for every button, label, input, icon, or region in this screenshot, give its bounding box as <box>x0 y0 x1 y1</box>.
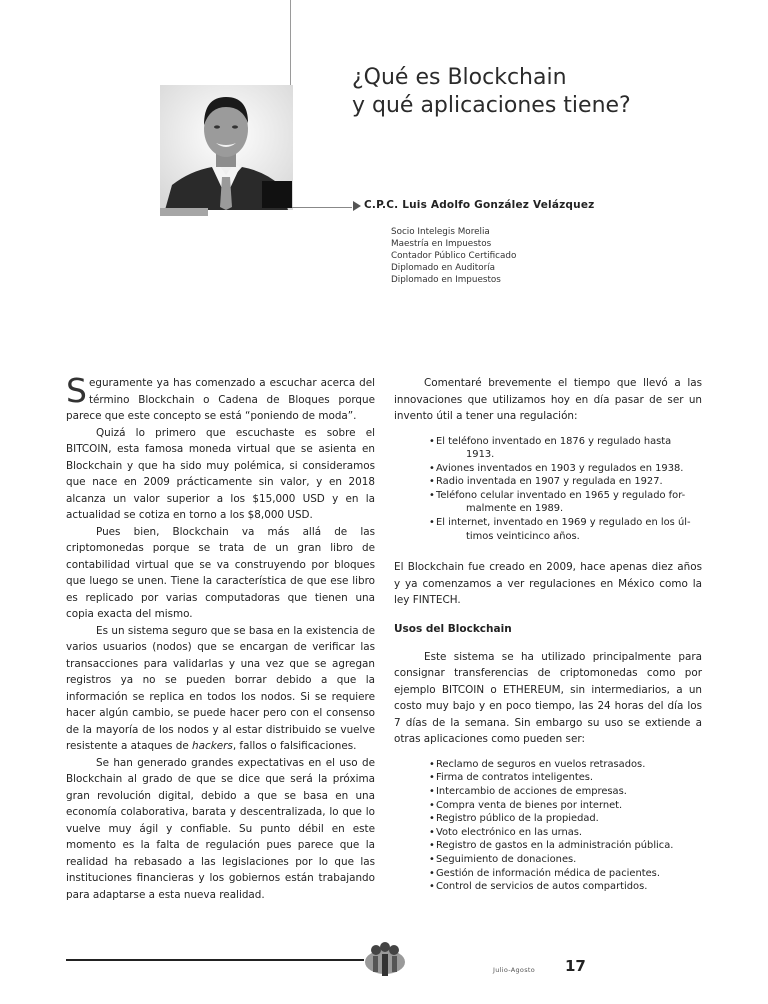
decorative-grey-bar <box>160 208 208 216</box>
list-item: •Firma de contratos inteligentes. <box>429 772 594 784</box>
list-item: •Intercambio de acciones de empresas. <box>429 785 627 797</box>
spacer <box>394 609 702 621</box>
paragraph <box>66 371 375 425</box>
list-item: •Registro de gastos en la administración pública. <box>429 840 674 852</box>
section-subheading: Usos del Blockchain <box>394 622 512 635</box>
credential-item: Maestría en Impuestos <box>391 239 492 249</box>
paragraph: Se han generado grandes expectativas en el uso de Blockchain al grado de que se dice que será la próxima gran revolución digital, debido a que se basa en una economía colaborativa, barata y descentralizada, lo que lo vuelve muy ágil y confiable. Su punto débil en este momento es la falta de regulación pues parece que la realidad ha rebasado a las legislaciones por lo que las instituciones financieras y los gobiernos están trabajando para adaptarse a esta nueva realidad. <box>66 756 375 901</box>
credential-item: Socio Intelegis Morelia <box>391 227 490 237</box>
credential-item: Diplomado en Auditoría <box>391 263 496 273</box>
list-item: •Reclamo de seguros en vuelos retrasados. <box>429 758 646 770</box>
article-title <box>352 64 752 120</box>
list-item: •Control de servicios de autos compartidos. <box>429 881 648 893</box>
paragraph: Quizá lo primero que escuchaste es sobre el BITCOIN, esta famosa moneda virtual que se asienta en Blockchain y que ha sido muy polémica, si consideramos que nace en 2009 prácticamente sin valor, y en 2018 alcanza un valor superior a los $15,000 USD y en la actualidad se cotiza en torno a los $8,000 USD. <box>66 426 375 521</box>
footer-rule <box>66 959 364 961</box>
page-number: 17 <box>565 957 586 975</box>
list-item: •Compra venta de bienes por internet. <box>429 799 623 811</box>
list-item: •El internet, inventado en 1969 y regulado en los úl- timos veinticinco años. <box>429 517 691 542</box>
list-item: •Seguimiento de donaciones. <box>429 853 577 865</box>
spacer <box>394 543 702 559</box>
paragraph: Pues bien, Blockchain va más allá de las criptomonedas porque se trata de un gran libro de contabilidad virtual que se va construyendo por bloques que luego se unen. Tiene la característica de que ese libro es replicado por varias computadoras que tienen una copia exacta del mismo. <box>66 525 375 620</box>
credential-item: Diplomado en Impuestos <box>391 275 501 285</box>
decorative-black-square <box>262 181 292 208</box>
applications-list <box>394 758 702 894</box>
author-credentials <box>391 226 516 286</box>
article-title-line1: ¿Qué es Blockchain <box>352 65 567 90</box>
spacer <box>394 425 702 435</box>
paragraph-text: Es un sistema seguro que se basa en la existencia de varios usuarios (nodos) que se encargan de verificar las transacciones para validarlas y una vez que se agregan registros ya no se pueden borrar debido a que la información se replica en todos los nodos. Si se requiere hacer algún cambio, se puede hacer pero con el consenso de la mayoría de los nodos y al estar distribuido se vuelve resistente a ataques de <box>66 624 375 752</box>
regulation-timeline-list <box>394 435 702 544</box>
spacer <box>394 637 702 649</box>
paragraph: El Blockchain fue creado en 2009, hace apenas diez años y ya comenzamos a ver regulaciones en México como la ley FINTECH. <box>394 561 702 607</box>
paragraph-text: , fallos o falsificaciones. <box>232 740 357 752</box>
credential-item: Contador Público Certificado <box>391 251 517 261</box>
list-item: •Registro público de la propiedad. <box>429 813 599 825</box>
drop-cap: S <box>66 371 87 410</box>
publisher-logo <box>360 940 410 980</box>
author-arrow-icon <box>353 201 361 211</box>
emphasis-text: hackers <box>192 740 233 752</box>
paragraph <box>66 623 375 755</box>
list-item: •Teléfono celular inventado en 1965 y regulado for- malmente en 1989. <box>429 489 686 515</box>
issue-month: Julio-Agosto <box>493 966 536 974</box>
list-item: •Radio inventada en 1907 y regulada en 1927. <box>429 476 663 488</box>
paragraph: Comentaré brevemente el tiempo que llevó a las innovaciones que utilizamos hoy en día pasar de ser un invento útil a tener una regulación: <box>394 377 702 422</box>
list-item: •El teléfono inventado en 1876 y regulado hasta 1913. <box>429 435 672 461</box>
article-column-left <box>66 371 375 903</box>
list-item: •Voto electrónico en las urnas. <box>429 826 583 838</box>
article-title-line2: y qué aplicaciones tiene? <box>352 93 631 118</box>
list-item: •Gestión de información médica de pacientes. <box>429 867 660 879</box>
article-column-right <box>394 375 702 894</box>
author-name: C.P.C. Luis Adolfo González Velázquez <box>364 199 595 211</box>
spacer <box>394 748 702 758</box>
paragraph-text: eguramente ya has comenzado a escuchar acerca del término Blockchain o Cadena de Bloques porque parece que este concepto se está “poniendo de moda”. <box>66 377 375 422</box>
author-connector-rule <box>292 207 352 208</box>
list-item: •Aviones inventados en 1903 y regulados en 1938. <box>429 462 684 474</box>
paragraph: Este sistema se ha utilizado principalmente para consignar transferencias de criptomonedas como por ejemplo BITCOIN o ETHEREUM, sin intermediarios, a un costo muy bajo y en poco tiempo, las 24 horas del día los 7 días de la semana. Sin embargo su uso se extiende a otras aplicaciones como pueden ser: <box>394 650 702 746</box>
publisher-logo-icon <box>360 940 410 980</box>
